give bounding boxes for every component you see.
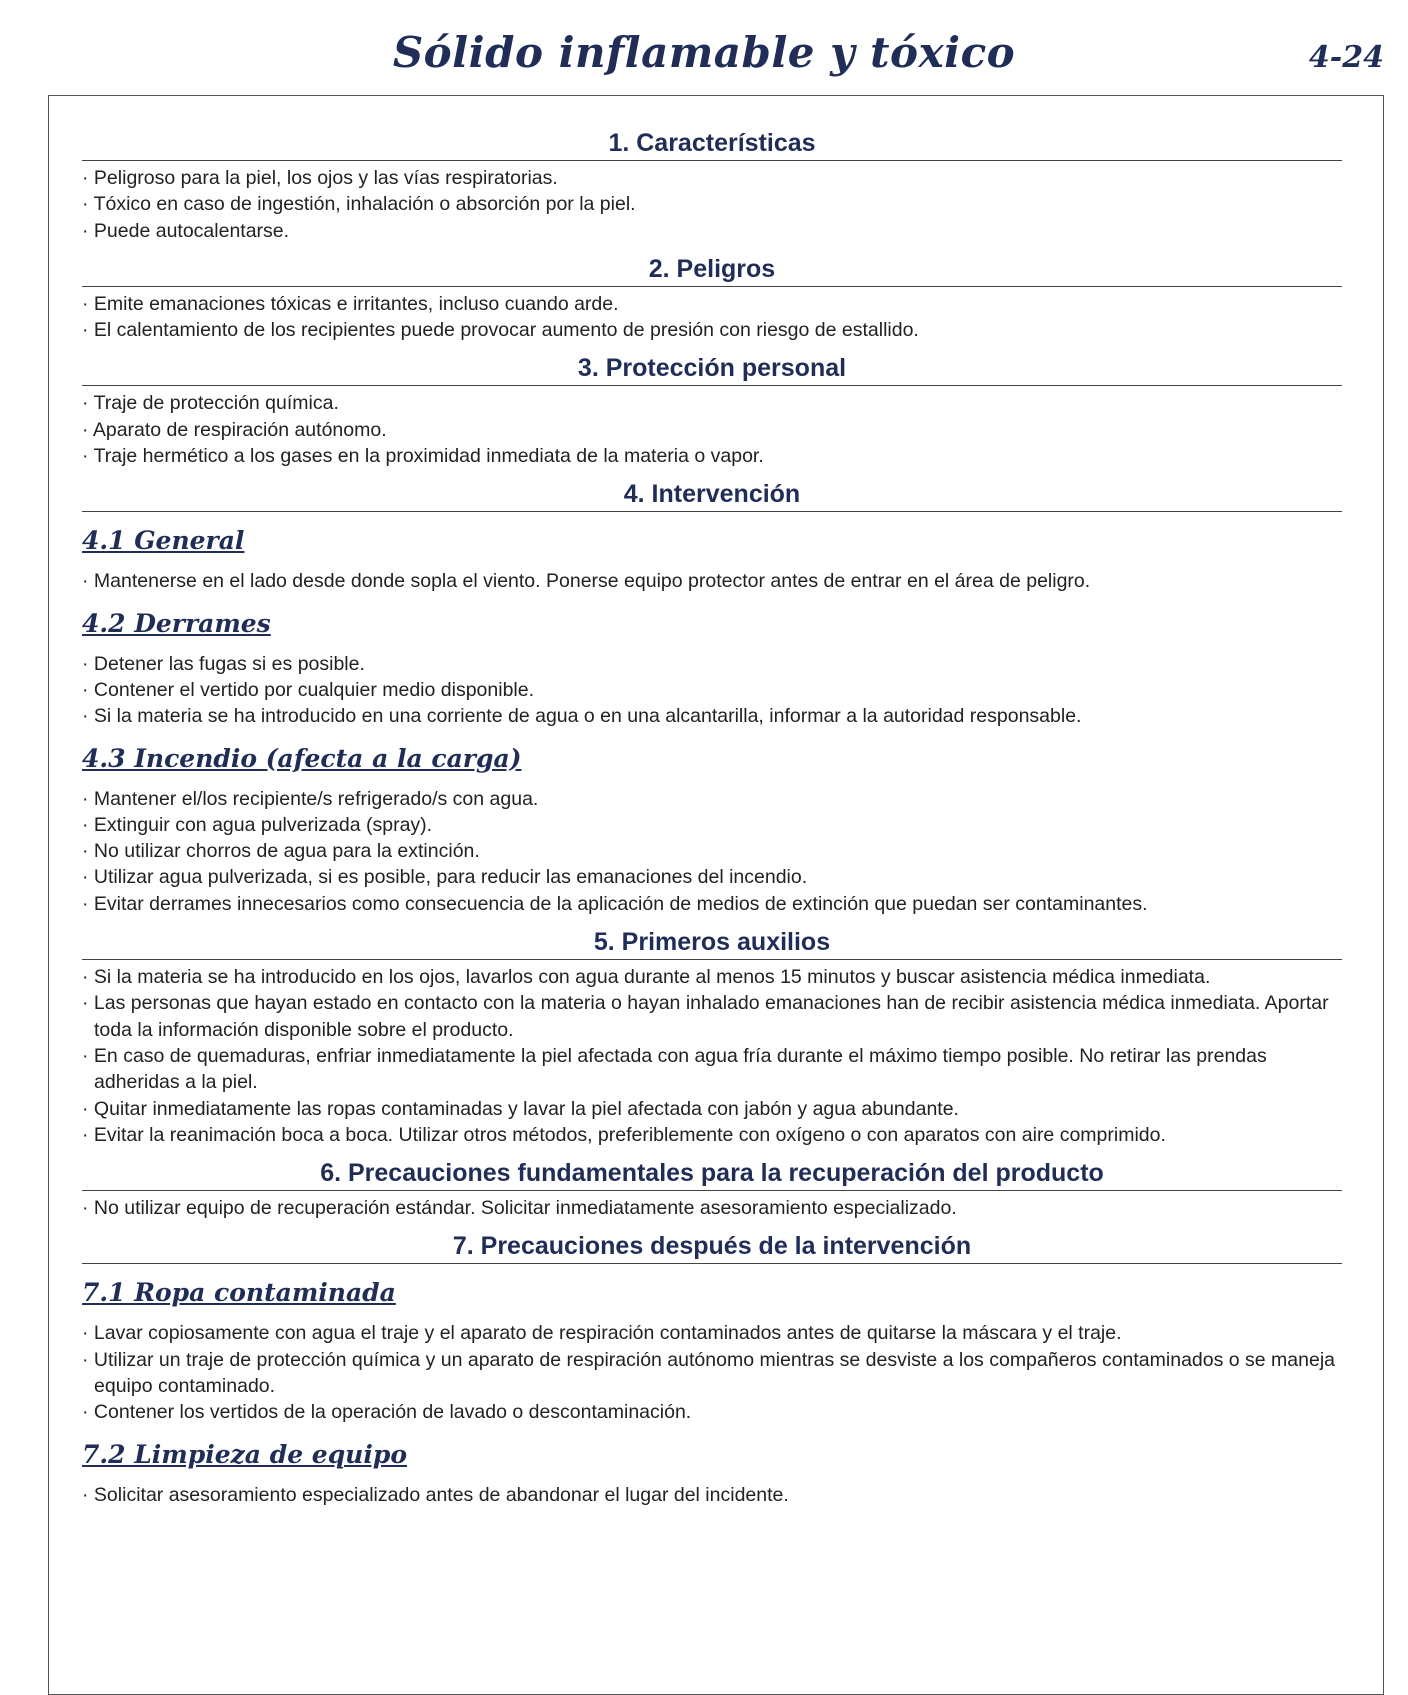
subsection-title: 4.2 Derrames [82,608,271,638]
section-title: 2. Peligros [82,254,1342,287]
item-list [82,291,1342,344]
list-item: · Utilizar un traje de protección química y un aparato de respiración autónomo mientras se desviste a los compañeros contaminados o se maneja equipo contaminado. [82,1347,1342,1400]
list-item: · Si la materia se ha introducido en una corriente de agua o en una alcantarilla, informar a la autoridad responsable. [82,703,1342,729]
list-item: · Si la materia se ha introducido en los ojos, lavarlos con agua durante al menos 15 minutos y buscar asistencia médica inmediata. [82,964,1342,990]
item-list [82,786,1342,917]
subsection-title: 4.3 Incendio (afecta a la carga) [82,743,522,773]
list-item: · No utilizar chorros de agua para la extinción. [82,838,1342,864]
document-body [82,128,1342,1508]
list-item: · Puede autocalentarse. [82,218,1342,244]
section-title: 6. Precauciones fundamentales para la recuperación del producto [82,1158,1342,1191]
list-item: · Extinguir con agua pulverizada (spray). [82,812,1342,838]
item-list [82,1482,1342,1508]
list-item: · Contener el vertido por cualquier medio disponible. [82,677,1342,703]
list-item: · Solicitar asesoramiento especializado antes de abandonar el lugar del incidente. [82,1482,1342,1508]
section-title: 7. Precauciones después de la intervención [82,1231,1342,1264]
list-item: · Contener los vertidos de la operación de lavado o descontaminación. [82,1399,1342,1425]
list-item: · Aparato de respiración autónomo. [82,417,1342,443]
item-list [82,651,1342,730]
list-item: · No utilizar equipo de recuperación estándar. Solicitar inmediatamente asesoramiento especializado. [82,1195,1342,1221]
subsection-title: 7.1 Ropa contaminada [82,1278,396,1308]
list-item: · Lavar copiosamente con agua el traje y el aparato de respiración contaminados antes de quitarse la máscara y el traje. [82,1320,1342,1346]
page-number: 4-24 [1308,40,1384,75]
list-item: · Mantener el/los recipiente/s refrigerado/s con agua. [82,786,1342,812]
page-title: Sólido inflamable y tóxico [392,28,1016,77]
section-title: 4. Intervención [82,479,1342,512]
list-item: · Quitar inmediatamente las ropas contaminadas y lavar la piel afectada con jabón y agua abundante. [82,1096,1342,1122]
subsection-title: 7.2 Limpieza de equipo [82,1439,408,1469]
section-title: 5. Primeros auxilios [82,927,1342,960]
list-item: · Detener las fugas si es posible. [82,651,1342,677]
section-title: 3. Protección personal [82,353,1342,386]
list-item: · Emite emanaciones tóxicas e irritantes, incluso cuando arde. [82,291,1342,317]
list-item: · Las personas que hayan estado en contacto con la materia o hayan inhalado emanaciones han de recibir asistencia médica inmediata. Aportar toda la información disponible sobre el producto. [82,990,1342,1043]
item-list [82,165,1342,244]
subsection-title: 4.1 General [82,526,245,556]
section-title: 1. Características [82,128,1342,161]
list-item: · Peligroso para la piel, los ojos y las vías respiratorias. [82,165,1342,191]
list-item: · En caso de quemaduras, enfriar inmediatamente la piel afectada con agua fría durante el máximo tiempo posible. No retirar las prendas adheridas a la piel. [82,1043,1342,1096]
item-list [82,964,1342,1148]
list-item: · El calentamiento de los recipientes puede provocar aumento de presión con riesgo de estallido. [82,317,1342,343]
list-item: · Evitar la reanimación boca a boca. Utilizar otros métodos, preferiblemente con oxígeno o con aparatos con aire comprimido. [82,1122,1342,1148]
list-item: · Utilizar agua pulverizada, si es posible, para reducir las emanaciones del incendio. [82,864,1342,890]
list-item: · Traje hermético a los gases en la proximidad inmediata de la materia o vapor. [82,443,1342,469]
list-item: · Tóxico en caso de ingestión, inhalación o absorción por la piel. [82,191,1342,217]
list-item: · Evitar derrames innecesarios como consecuencia de la aplicación de medios de extinción que puedan ser contaminantes. [82,891,1342,917]
item-list [82,1320,1342,1425]
item-list [82,390,1342,469]
list-item: · Traje de protección química. [82,390,1342,416]
list-item: · Mantenerse en el lado desde donde sopla el viento. Ponerse equipo protector antes de entrar en el área de peligro. [82,568,1342,594]
item-list [82,568,1342,594]
item-list [82,1195,1342,1221]
